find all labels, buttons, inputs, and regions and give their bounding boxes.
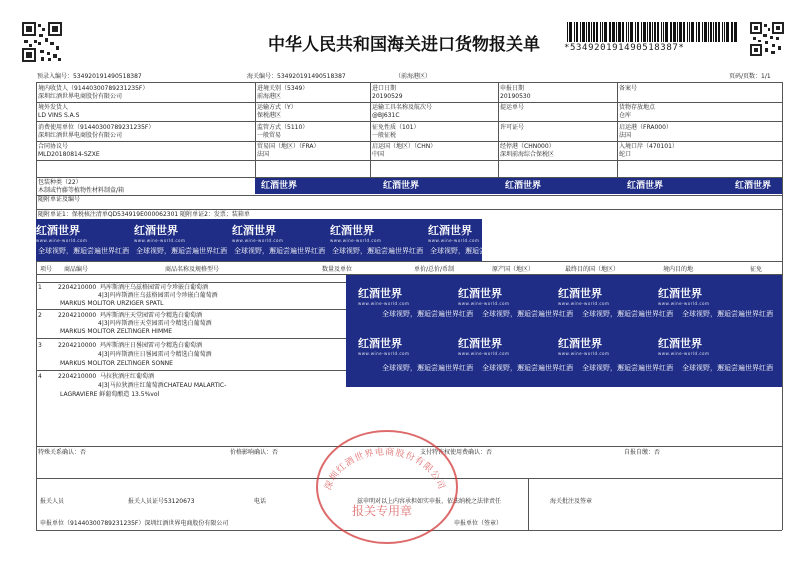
watermark-logo: 红酒世界 www.wine-world.com: [428, 224, 480, 243]
watermark-banner: [346, 275, 782, 387]
watermark-logo: 红酒世界: [735, 181, 772, 191]
declaring-unit-seal-label: 申报单位（签章）: [454, 520, 503, 527]
package-label: 包装种类（22）: [38, 179, 82, 186]
slogan-text: 全球视野，邂逅尝遍世界红酒: [582, 310, 673, 318]
watermark-logo: 红酒世界: [383, 181, 420, 191]
transit-port-label: 经停港（CHN000）: [500, 143, 555, 150]
slogan-text: 全球视野，邂逅尝遍世界红酒: [234, 247, 325, 255]
watermark-logo: 红酒世界: [505, 181, 542, 191]
page-title: 中华人民共和国海关进口货物报关单: [268, 35, 540, 55]
company-seal: [316, 430, 458, 544]
item-no: 3: [38, 342, 42, 349]
supervision-label: 监管方式（5110）: [257, 124, 309, 131]
item-name: 玛库斯酒庄乌兹格园雷司令珍嵌白葡萄酒: [100, 284, 209, 291]
svg-text:深圳红酒世界电商股份有限公司: 深圳红酒世界电商股份有限公司: [323, 447, 447, 492]
import-date-label: 进口日期: [372, 85, 397, 92]
watermark-logo: 红酒世界 www.wine-world.com: [658, 287, 710, 306]
transport-mode-value: 保税港区: [257, 112, 282, 119]
overseas-shipper-value: LD VINS S.A.S: [38, 112, 80, 119]
depart-port-label: 启运港（FRA000）: [619, 124, 672, 131]
qr-code-icon: [20, 20, 64, 64]
item-code: 2204210000: [58, 284, 97, 291]
declare-date-value: 20190530: [500, 93, 531, 100]
item-spec: 4|3|玛库斯酒庄日晷园雷司令精选白葡萄酒: [98, 351, 212, 358]
price-influence-confirm: 价格影响确认：否: [230, 449, 279, 456]
package-value: 木制或竹藤等植物性材料制盒/箱: [38, 187, 125, 194]
barcode-text: *534920191490518387*: [564, 43, 685, 53]
watermark-banner: [36, 219, 521, 261]
col-header-name: 商品名称及规格型号: [165, 266, 220, 273]
watermark-logo: 红酒世界 www.wine-world.com: [558, 337, 610, 356]
seal-text: 报关专用章: [352, 504, 413, 518]
col-header-price: 单价/总价/币制: [414, 266, 455, 273]
item-english-name: MARKUS MOLITOR URZIGER SPATL: [60, 300, 164, 307]
contract-label: 合同协议号: [38, 143, 69, 150]
consumer-label: 消费使用单位（91440300789231235F）: [38, 124, 155, 131]
watermark-logo: 红酒世界 www.wine-world.com: [358, 287, 410, 306]
consignee-label: 境内收货人（91440300789231235F）: [38, 85, 149, 92]
slogan-text: 全球视野，邂逅尝遍世界红酒: [382, 310, 473, 318]
watermark-logo: 红酒世界 www.wine-world.com: [134, 224, 186, 243]
bill-no-label: 提运单号: [500, 104, 525, 111]
watermark-logo: 红酒世界 www.wine-world.com: [558, 287, 610, 306]
slogan-text: 全球视野，邂逅尝遍世界红酒: [382, 364, 473, 372]
col-header-origin: 原产国（地区）: [492, 266, 535, 273]
col-header-levy: 征免: [750, 266, 763, 273]
import-date-value: 20190529: [372, 93, 403, 100]
slogan-text: 全球视野，邂逅尝遍世界红酒: [136, 247, 227, 255]
item-spec: 4|3|玛库斯酒庄乌兹格园雷司令珍嵌白葡萄酒: [98, 292, 218, 299]
docs-label: 随附单证及编号: [38, 196, 81, 203]
col-header-dest: 最终目的国（地区）: [565, 266, 620, 273]
slogan-text: 全球视野，邂逅尝遍世界红酒: [482, 364, 573, 372]
col-header-no: 项号: [40, 266, 53, 273]
item-code: 2204210000: [58, 342, 97, 349]
item-english-name: MARKUS MOLITOR ZELTINGER HIMME: [60, 328, 173, 335]
entry-port-label: 入境口岸（470101）: [619, 143, 678, 150]
page-number: 页码/页数：1/1: [729, 73, 771, 80]
self-report: 自报自缴：否: [624, 449, 661, 456]
transport-tool-value: @BJ631C: [372, 112, 400, 119]
transport-mode-label: 运输方式（Y）: [257, 104, 297, 111]
item-no: 2: [38, 312, 42, 319]
origin-country-value: 中国: [372, 151, 385, 158]
consumer-value: 深圳红酒世界电商股份有限公司: [38, 132, 123, 139]
slogan-text: 全球视野，邂逅尝遍世界红酒: [482, 310, 573, 318]
declarant-label: 报关人员: [40, 498, 65, 505]
item-code: 2204210000: [58, 312, 97, 319]
slogan-text: 全球视野，邂逅尝遍世界红酒: [582, 364, 673, 372]
port-name: （前海港区）: [395, 73, 432, 80]
watermark-logo: 红酒世界 www.wine-world.com: [232, 224, 284, 243]
levy-nature-value: 一般征税: [372, 132, 397, 139]
item-name: 玛库斯酒庄日晷园雷司令精选白葡萄酒: [100, 342, 203, 349]
item-name: 马拉狄酒庄红葡萄酒: [100, 373, 155, 380]
slogan-text: 全球视野，邂逅尝遍世界红酒: [38, 247, 129, 255]
special-relation-confirm: 特殊关系确认：否: [38, 449, 87, 456]
watermark-strip: [255, 178, 782, 194]
entry-customs-value: 前海港区: [257, 93, 282, 100]
storage-label: 货物存放地点: [619, 104, 656, 111]
trade-country-label: 贸易国（地区）（FRA）: [257, 143, 320, 150]
customs-no: 海关编号：534920191490518387: [247, 73, 346, 80]
transit-port-value: 深圳前海综合保税区: [500, 151, 555, 158]
docs-value: 随附单证1：保税核注清单QD534919E000062301 随附单证2：发票；装箱单: [38, 211, 250, 218]
record-label: 备案号: [619, 85, 638, 92]
declare-date-label: 申报日期: [500, 85, 525, 92]
qr-code-icon: [750, 22, 784, 56]
storage-value: 仓库: [619, 112, 632, 119]
watermark-logo: 红酒世界: [627, 181, 664, 191]
contract-value: MLD20180814-SZXE: [38, 151, 100, 158]
item-english-name: LAGRAVIERE 鲜葡萄酿造 13.5%vol: [60, 391, 160, 398]
depart-port-value: 法国: [619, 132, 632, 139]
consignee-value: 深圳红酒世界电商股份有限公司: [38, 93, 123, 100]
watermark-logo: 红酒世界 www.wine-world.com: [658, 337, 710, 356]
customs-note-label: 海关批注及签章: [550, 498, 593, 505]
item-spec: 4|3|马拉狄酒庄红葡萄酒CHATEAU MALARTIC-: [98, 382, 227, 389]
slogan-text: 全球视野，邂逅尝遍世界红酒: [682, 310, 773, 318]
phone-label: 电话: [254, 498, 267, 505]
entry-port-value: 蛇口: [619, 151, 632, 158]
watermark-logo: 红酒世界 www.wine-world.com: [358, 337, 410, 356]
item-code: 2204210000: [58, 373, 97, 380]
col-header-code: 商品编号: [64, 266, 89, 273]
royalty-confirm: 支付特许权使用费确认：否: [420, 449, 493, 456]
declaring-unit: 申报单位（91440300789231235F）深圳红酒世界电商股份有限公司: [40, 520, 229, 527]
watermark-logo: 红酒世界 www.wine-world.com: [330, 224, 382, 243]
item-name: 玛库斯酒庄天堂园雷司令精选白葡萄酒: [100, 312, 203, 319]
transport-tool-label: 运输工具名称及航次号: [372, 104, 433, 111]
entry-customs-label: 进境关别（5349）: [257, 85, 309, 92]
pre-entry-no: 预录入编号：534920191490518387: [37, 73, 142, 80]
overseas-shipper-label: 境外发货人: [38, 104, 69, 111]
slogan-text: 全球视野，邂逅尝遍世界红酒: [682, 364, 773, 372]
trade-country-value: 法国: [257, 151, 270, 158]
slogan-text: 全球视野，邂逅尝遍世界红酒: [430, 247, 521, 255]
watermark-logo: 红酒世界: [261, 181, 298, 191]
watermark-logo: 红酒世界 www.wine-world.com: [36, 224, 88, 243]
col-header-qty: 数量及单位: [322, 266, 353, 273]
slogan-text: 全球视野，邂逅尝遍世界红酒: [332, 247, 423, 255]
item-no: 1: [38, 284, 42, 291]
watermark-logo: 红酒世界 www.wine-world.com: [458, 337, 510, 356]
statement: 兹申明对以上内容承担如实申报、依法纳税之法律责任: [357, 498, 502, 505]
col-header-district: 境内目的地: [663, 266, 694, 273]
license-label: 许可证号: [500, 124, 525, 131]
declarant-cert: 报关人员证号53120673: [128, 498, 195, 505]
watermark-logo: 红酒世界 www.wine-world.com: [458, 287, 510, 306]
item-spec: 4|3|玛库斯酒庄天堂园雷司令精选白葡萄酒: [98, 320, 212, 327]
item-no: 4: [38, 373, 42, 380]
item-english-name: MARKUS MOLITOR ZELTINGER SONNE: [60, 360, 173, 367]
supervision-value: 一般贸易: [257, 132, 282, 139]
levy-nature-label: 征免性质（101）: [372, 124, 420, 131]
origin-country-label: 启运国（地区）（CHN）: [372, 143, 437, 150]
